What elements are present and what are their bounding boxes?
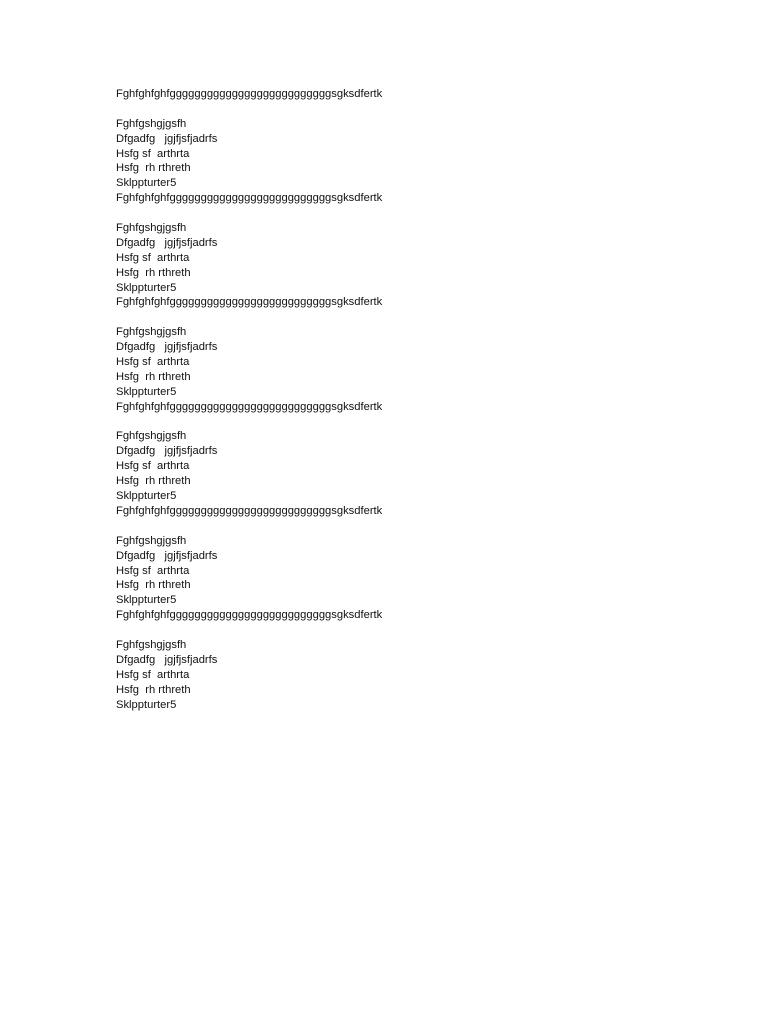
text-line: Fghfghfghfggggggggggggggggggggggggggsgksdfertk	[116, 192, 383, 205]
text-line: Hsfg rh rthreth	[116, 683, 191, 696]
text-line: Sklppturter5	[116, 594, 177, 607]
text-line: Hsfg rh rthreth	[116, 475, 191, 488]
text-line: Sklppturter5	[116, 177, 177, 190]
blank-line	[116, 206, 716, 221]
text-line: Fghfgshgjgsfh	[116, 222, 187, 235]
text-line: Sklppturter5	[116, 385, 177, 398]
text-line: Dfgadfg jgjfjsfjadrfs	[116, 445, 218, 458]
text-line: Fghfghfghfggggggggggggggggggggggggggsgksdfertk	[116, 296, 383, 309]
text-line: Dfgadfg jgjfjsfjadrfs	[116, 549, 218, 562]
text-line: Hsfg sf arthrta	[116, 668, 190, 681]
text-line: Fghfgshgjgsfh	[116, 430, 187, 443]
text-line: Fghfghfghfggggggggggggggggggggggggggsgksdfertk	[116, 609, 383, 622]
text-line: Fghfghfghfggggggggggggggggggggggggggsgksdfertk	[116, 400, 383, 413]
text-line: Sklppturter5	[116, 281, 177, 294]
text-line: Sklppturter5	[116, 490, 177, 503]
text-line: Hsfg rh rthreth	[116, 266, 191, 279]
text-line: Hsfg rh rthreth	[116, 162, 191, 175]
text-line: Sklppturter5	[116, 698, 177, 711]
text-line: Hsfg sf arthrta	[116, 251, 190, 264]
blank-line	[116, 623, 716, 638]
text-line: Dfgadfg jgjfjsfjadrfs	[116, 341, 218, 354]
text-line: Hsfg rh rthreth	[116, 579, 191, 592]
text-line: Hsfg sf arthrta	[116, 356, 190, 369]
text-line: Dfgadfg jgjfjsfjadrfs	[116, 132, 218, 145]
text-line: Fghfgshgjgsfh	[116, 638, 187, 651]
blank-line	[116, 519, 716, 534]
text-line: Dfgadfg jgjfjsfjadrfs	[116, 653, 218, 666]
text-line: Hsfg sf arthrta	[116, 460, 190, 473]
text-line: Hsfg rh rthreth	[116, 370, 191, 383]
text-line: Dfgadfg jgjfjsfjadrfs	[116, 236, 218, 249]
document-body	[116, 87, 716, 712]
text-line: Fghfghfghfggggggggggggggggggggggggggsgksdfertk	[116, 504, 383, 517]
text-line: Fghfghfghfggggggggggggggggggggggggggsgksdfertk	[116, 88, 383, 100]
blank-line	[116, 310, 716, 325]
text-line: Hsfg sf arthrta	[116, 564, 190, 577]
text-line: Fghfgshgjgsfh	[116, 326, 187, 339]
blank-line	[116, 102, 716, 117]
blank-line	[116, 415, 716, 430]
text-line: Fghfgshgjgsfh	[116, 534, 187, 547]
text-line: Hsfg sf arthrta	[116, 147, 190, 160]
text-line: Fghfgshgjgsfh	[116, 117, 187, 130]
